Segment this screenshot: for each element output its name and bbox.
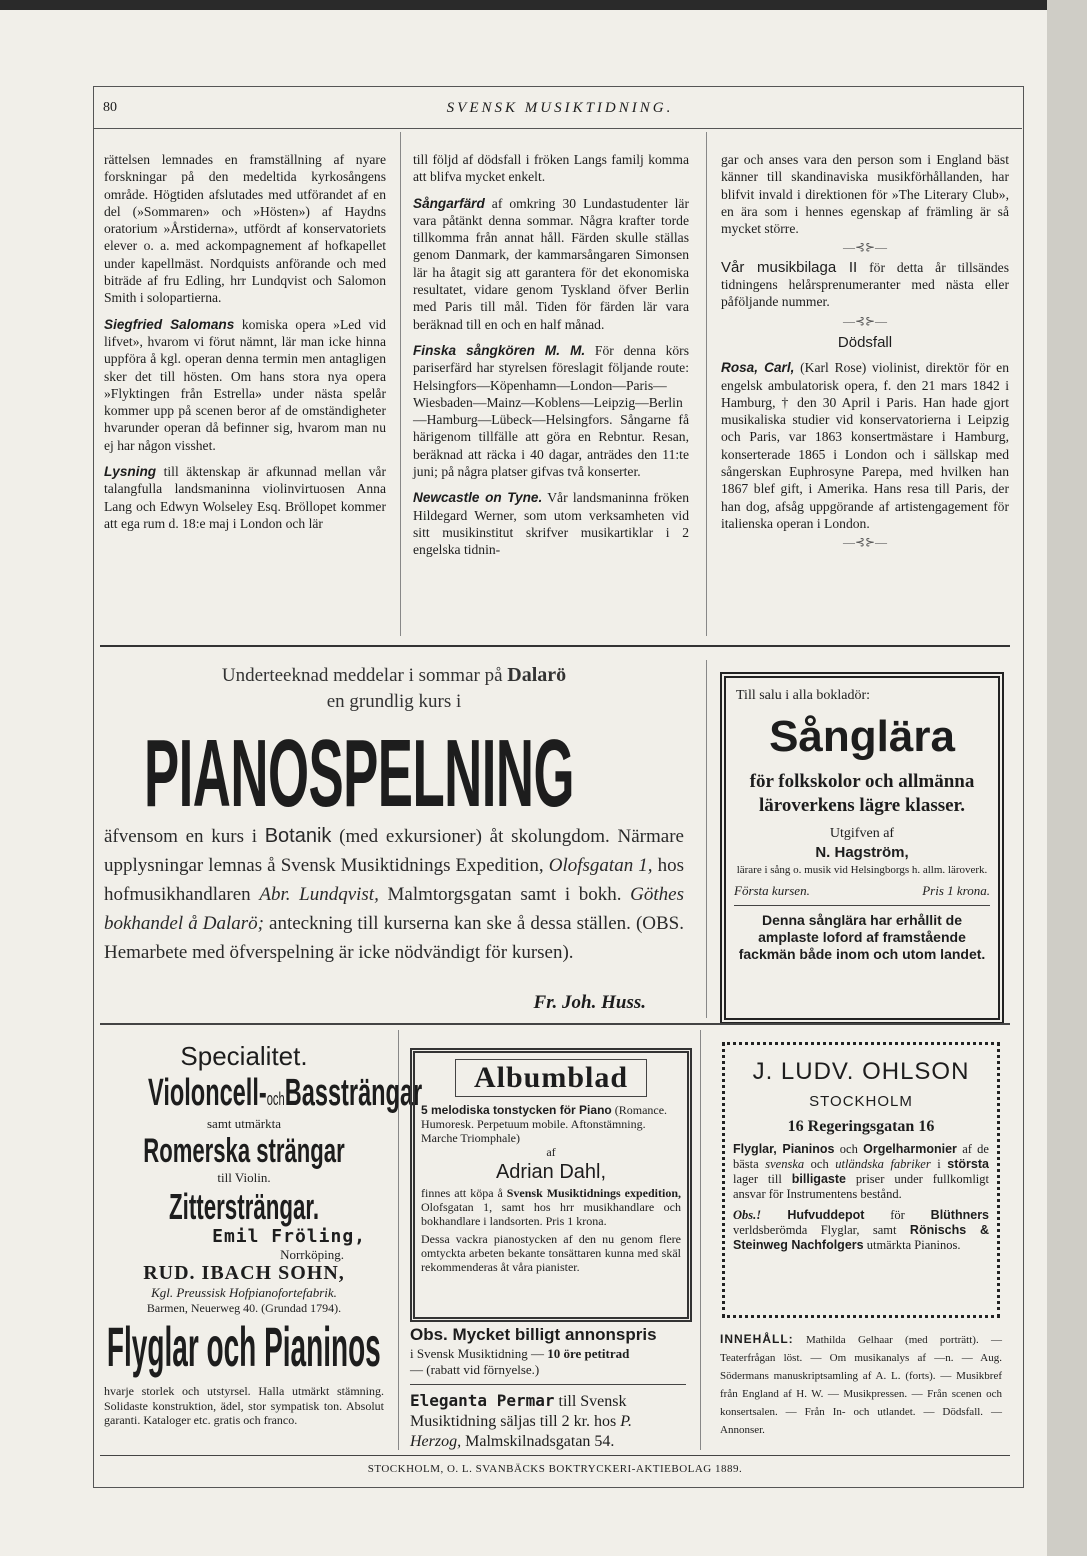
page-title: SVENSK MUSIKTIDNING. [446,100,674,116]
ad-title: Sånglära [769,712,955,761]
ad-heading [410,1324,686,1346]
ad-text: (Romance. Humoresk. Perpetuum mobile. Aftonstämning. Marche Triomphale) [421,1103,668,1145]
ad-name: P. Herzog, [410,1413,632,1450]
ad-signature: Fr. Joh. Huss. [533,992,646,1013]
article-paragraph [104,316,386,454]
ad-text: i Svensk Musiktidning — [410,1346,548,1361]
ad-text: Olofsgatan 1, samt hos hrr musikhandlare och bokhandlare i landsorten. Pris 1 krona. [421,1200,681,1228]
ornament-divider: —⊰⊱— [842,535,888,550]
ad-obs-label: Obs. [410,1325,448,1344]
ad-text: Hufvuddepot [761,1208,865,1222]
ornament-divider: —⊰⊱— [842,313,888,328]
ad-place: Dalarö [507,664,567,686]
printer-imprint: STOCKHOLM, O. L. SVANBÄCKS BOKTRYCKERI-AKTIEBOLAG 1889. [367,1463,743,1475]
ad-text: lager till [733,1172,792,1186]
column-rule-2 [706,132,707,636]
ad-text: — (rabatt vid förnyelse.) [410,1362,540,1377]
ad-headline: PIANOSPELNING [144,720,574,827]
ad-rule-vertical [706,660,707,1018]
article-text: för detta år tillsändes tidningens helårsprenumeranter med nästa eller påföljande nummer. [721,259,1009,310]
ad-text: hos hofmusikhandlaren [104,855,685,905]
section-title: Dödsfall [837,333,893,351]
ad-text: till Violin. [217,1170,271,1185]
ad-body: hvarje storlek och utstyrsel. Halla utmärkt stämning. Solidaste konstruktion, ädel, stor sympatisk ton. Absolut garanti. Kataloger etc. gratis och franco. [104,1384,384,1427]
ad-text: största [947,1157,989,1171]
ad-address: Olofsgatan 1, [548,855,653,876]
article-column-1 [104,151,386,532]
article-paragraph [413,342,689,480]
article-paragraph [721,259,1009,311]
ad-company: RUD. IBACH SOHN, [143,1262,345,1284]
ad-address: Barmen, Neuerweg 40. (Grundad 1794). [146,1301,342,1315]
ad-intro [104,662,684,689]
article-text: gar och anses vara den person som i England bäst känner till skandinaviska musikförhållanden, har blifvit invald i direktionen för »The Literary Club», en ära som i hennes egenskap af främling är så mycket större. [721,152,1009,237]
ad-body [104,822,684,967]
ornament-divider: —⊰⊱— [842,240,888,255]
ad-headline: Romerska strängar [143,1132,345,1170]
contents-body: Mathilda Gelhaar (med porträtt). — Teaterfrågan löst. — Om musikanalys af —n. — Aug. Södermans manuskriptsamling af A. L. (forts). — Musikbref från England af H. W. — Musikpressen. — Från scenen och konsertsalen. — Från In- och utlandet. — Dödsfall. — Annonser. [720,1334,1002,1436]
article-heading: Siegfried Salomans [104,316,235,332]
ad-obs-label: Obs.! [733,1208,762,1222]
ad-text: anteckning till kurserna kan ske å dessa ställen. (OBS. Hemarbete med öfverspelning är icke nödvändigt för kursen). [104,913,684,963]
ad-heading: Eleganta Permar [410,1391,555,1410]
ad-product: Violoncell- [148,1072,267,1114]
article-column-3 [721,151,1009,554]
ad-obs [410,1324,686,1452]
ad-price: Pris 1 krona. [922,883,990,898]
ad-product: Orgelharmonier [863,1142,957,1156]
ad-subtitle: för folkskolor och allmänna [749,771,975,792]
ad-text: och [804,1157,836,1171]
section-rule [100,1023,1010,1025]
ad-praise: Denna sånglära har erhållit de amplaste loford af framstående fackmän både inom och utom landet. [738,912,986,962]
ad-text: och [266,1089,285,1109]
page-number: 80 [103,100,117,115]
article-heading: Finska sångkören M. M. [413,342,586,358]
article-heading: Lysning [104,464,157,480]
ad-text: utländska fabriker [835,1157,931,1171]
ad-shop: Göthes bokhandel å Dalarö; [104,884,684,934]
header-rule [93,128,1022,129]
ad-shop: Svensk Musiktidnings expedition, [506,1186,681,1200]
ad-price-row [726,877,998,899]
ad-text: af [546,1145,556,1159]
divider [734,905,990,906]
ad-text: för [864,1208,931,1222]
ad-text: till Svensk Musiktidning säljas till 2 kr. hos [410,1393,627,1430]
ad-city: STOCKHOLM [809,1093,913,1110]
article-heading: Newcastle on Tyne. [413,490,543,506]
scan-right-edge [1047,0,1087,1556]
article-text: Vår landsmaninna fröken Hildegard Werner, som utom verksamheten vid sitt musikinstitut skrifver musikartiklar i 2 engelska tidnin- [413,490,690,558]
ad-description [415,1097,687,1145]
ad-author-description: lärare i sång o. musik vid Helsingborgs h. allm. läroverk. [736,864,988,876]
ad-sanglara [720,672,1004,1024]
ad-company: J. LUDV. OHLSON [752,1058,970,1085]
article-text: af omkring 30 Lundastudenter lär vara påtänkt denna sommar. Några krafter torde tillkomma från annat håll. Färden skulle ställas genom Danmark, der kammarsångaren Simonsen lär ha åtagit sig att garantera för det ekonomiska resultatet, vidare genom Tyskland öfver Berlin med Paris till mål. Tiden för färden lär vara beräknad till en och en half månad. [413,195,689,332]
ad-headline: Flyglar och Pianinos [107,1315,381,1378]
ad-body [725,1202,997,1253]
ad-address: Malmskilnadsgatan 54. [461,1433,615,1450]
ad-albumblad [410,1048,692,1322]
article-text: (Karl Rose) violinist, direktör för en engelsk ambulatorisk opera, f. den 21 mars 1842 i Hamburg, † den 30 April i Paris. Han hade gjort musikaliska studier vid konservatorierna i Leipzig och Paris, var 1863 konsertmästare i Hamburg, konserterade 1865 i London och i sällskap med sångerskan Euphrosyne Parepa, med hvilken han 1867 blef gift, i Amerika. Hans resa till Paris, der han dog, afsåg uppgörande af artistengagement för italienska operan i London. [721,360,1009,531]
ad-product: Flyglar, Pianinos [733,1142,835,1156]
contents-heading: INNEHÅLL: [720,1332,794,1346]
ad-froling [104,1040,423,1263]
ad-text: priser under fullkomligt ansvar för Instrumentens bestånd. [733,1172,989,1201]
ad-heading: Specialitet. [180,1041,308,1071]
article-text: komiska opera »Led vid lifvet», hvarom vi förut nämnt, lär man icke hinna uppföra å kgl. operan denna termin men antagligen sker det till hösten. Om hans stora nya opera »Flyktingen från Estrella» under nästa spelår kommer upp på scenen beror af de omständigheter hvarunder operan då befinner sig, hvarom man nu ej har någon visshet. [104,316,386,453]
ad-city: Norrköping. [280,1247,344,1262]
ad-text: af de bästa [733,1142,989,1171]
ad-text: samt utmärkta [206,1116,281,1131]
ad-text: och [834,1142,864,1156]
ad-brand: Blüthners [930,1208,990,1222]
ad-ohlson [722,1042,1000,1318]
ad-subtitle: Kgl. Preussisk Hofpianofortefabrik. [151,1285,337,1300]
ad-subtitle: läroverkens lägre klasser. [758,795,965,816]
article-heading: Sångarfärd [413,195,485,211]
scan-top-edge [0,0,1087,10]
ad-ibach [104,1262,384,1428]
ad-product: Bassträngar [284,1072,423,1114]
ad-text: utmärkta Pianinos. [863,1238,961,1252]
ad-headline: Zittersträngar. [168,1186,320,1227]
ad-intro: en grundlig kurs i [326,691,462,712]
footer-rule [100,1455,1010,1456]
article-paragraph [721,359,1009,532]
ad-text: verldsberömda Flyglar, samt [733,1223,910,1237]
ad-name: Abr. Lundqvist, [259,884,379,905]
ad-text: finnes att köpa å [421,1186,507,1200]
ad-text: Utgifven af [829,826,895,841]
ad-pianospelning [104,662,685,1013]
ad-text: (med exkursioner) åt skolungdom. Närmare upplysningar lemnas å Svensk Musiktidnings Expedition, [104,826,684,876]
table-of-contents [720,1330,1002,1439]
ad-body [415,1184,687,1228]
ad-edition: Första kursen. [734,883,810,898]
article-text: rättelsen lemnades en framställning af nyare forskningar på den medeltida kyrkosångens område. Högtiden afslutades med utförandet af en del (»Sommaren» och »Hösten») af Haydns oratorium »Årstiderna», utfördt af konservatoriets elever o. a. med ackompagnement af hofkapellet under kapellmäst. Nordquists anförande och med biträde af fru Edling, hrr Lundqvist och Salomon Smith i solopartierna. [104,152,386,306]
article-heading: Vår musikbilaga II [721,258,858,276]
ad-line: Till salu i alla bokladör: [736,688,871,703]
ad-address: 16 Regeringsgatan 16 [787,1118,935,1135]
ad-text: Underteeknad meddelar i sommar på [221,665,508,686]
ad-text: billigaste [791,1172,846,1186]
ad-body: Dessa vackra pianostycken af den nu genom flere omtyckta arbeten bekante tonsättaren kunna med skäl rekommenderas åt våra pianister. [421,1232,681,1274]
ad-text: i [930,1157,948,1171]
ad-rate: 10 öre petitrad [547,1346,630,1361]
ad-company: Emil Fröling, [212,1226,366,1247]
ad-heading-text: Mycket billigt annonspris [452,1325,657,1344]
ad-permar [410,1391,686,1452]
article-text: till följd af dödsfall i fröken Langs familj komma att blifva mycket enkelt. [413,152,689,185]
ad-brand: Rönischs & Steinweg Nachfolgers [733,1223,989,1252]
ad-headline-box [144,722,644,832]
ad-subject: Botanik [264,825,332,847]
article-column-2 [413,151,689,559]
ad-heading: 5 melodiska tonstycken för Piano [421,1103,612,1117]
article-paragraph [413,489,689,558]
ad-text: Malmtorgsgatan samt i bokh. [378,884,631,905]
article-paragraph [104,463,386,532]
divider [410,1384,686,1385]
ad-body [725,1136,997,1202]
ad-text: äfvensom en kurs i [104,826,265,847]
article-text: till äktenskap är afkunnad mellan vår talangfulla landsmaninna violinvirtuosen Anna Lang och Edwyn Wolseley Esq. Bröllopet kommer att ega rum d. 18:e maj i London och lär [104,464,386,531]
ad-rule-vertical [700,1030,701,1450]
ad-composer: Adrian Dahl, [495,1161,607,1183]
article-text: För denna körs pariserfärd har styrelsen föreslagit följande route: Helsingfors—Köpenhamn—London—Paris—Wiesbaden—Mainz—Koblens—Leipzig—Berlin—Hamburg—Lübeck—Helsingfors. Sångarne få härigenom tillfälle att göra en Rebntur. Resan, beräknad att räcka i 40 dagar, anträdes den 11:te juni; på några platser gifvas två konserter. [413,342,690,480]
article-heading: Rosa, Carl, [721,360,795,376]
ad-text [410,1346,686,1362]
ad-headline [104,1072,423,1116]
article-paragraph [413,195,689,333]
section-rule [100,645,1010,647]
ad-title: Albumblad [455,1059,647,1097]
ad-author: N. Hagström, [815,844,909,861]
ad-text: svenska [765,1157,805,1171]
column-rule-1 [400,132,401,636]
